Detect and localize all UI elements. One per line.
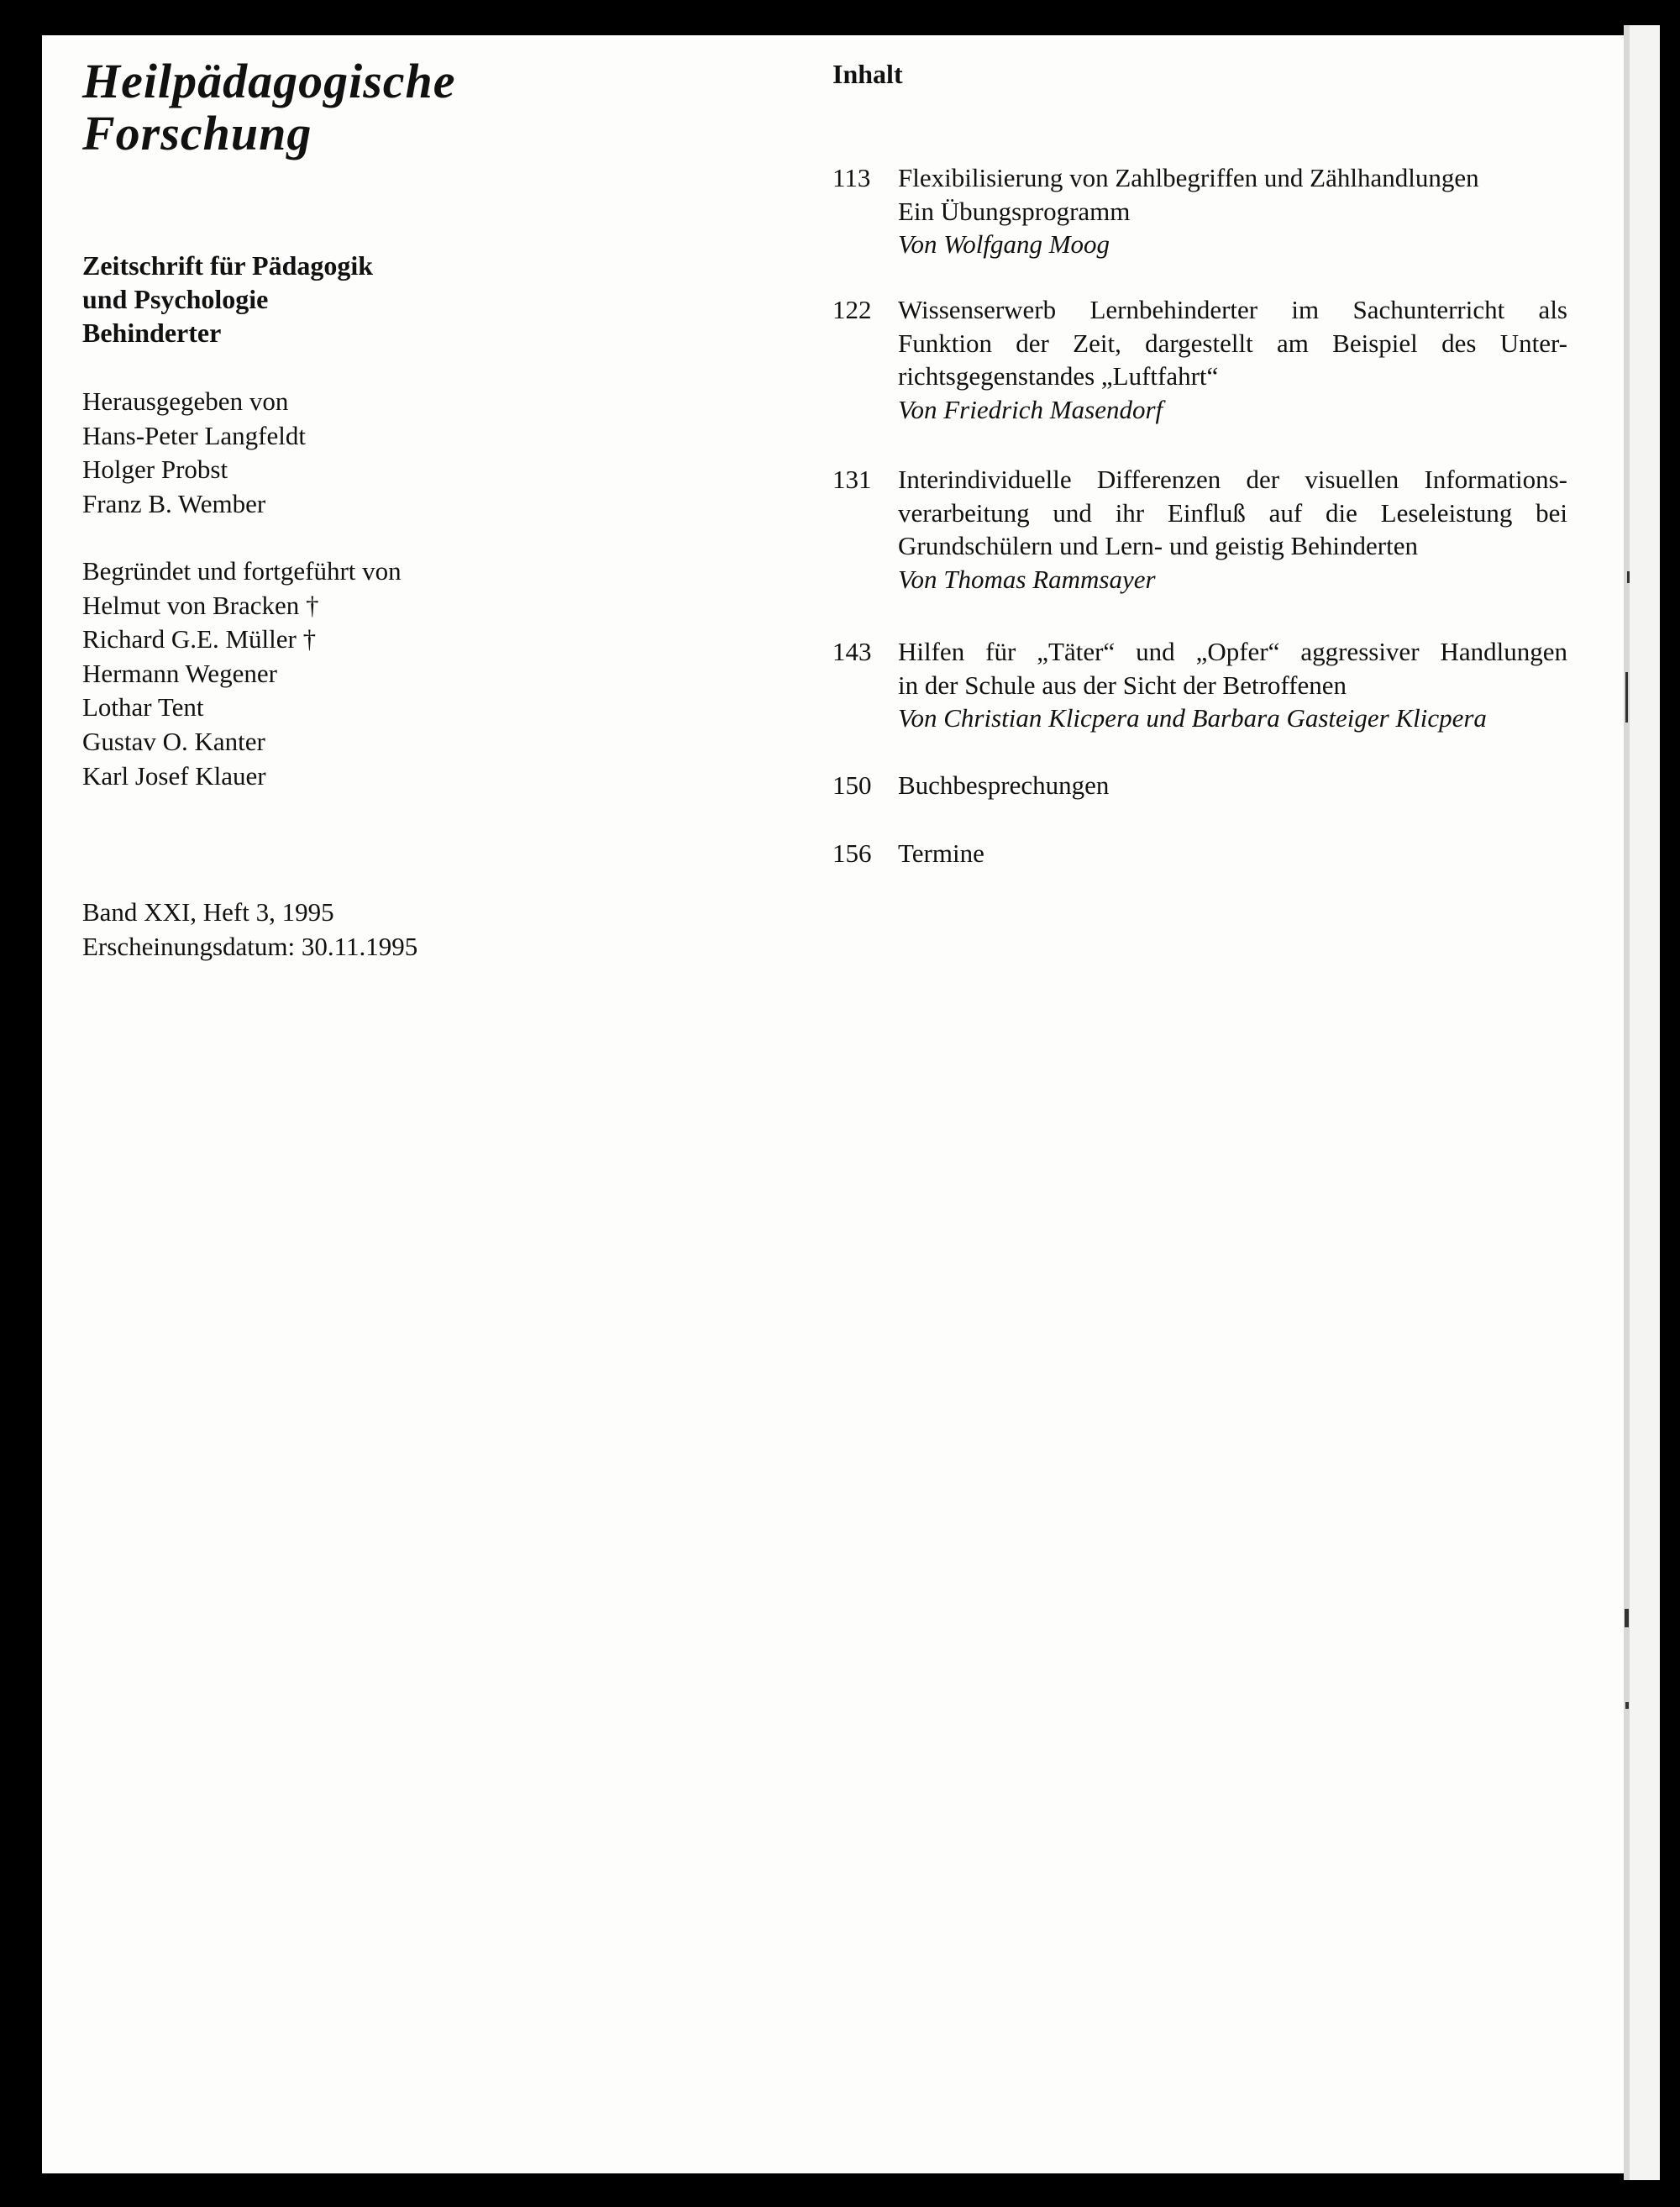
journal-title xyxy=(82,55,456,160)
toc-author: Von Friedrich Masendorf xyxy=(898,394,1163,424)
issue-date: Erscheinungsdatum: 30.11.1995 xyxy=(82,931,418,961)
founder-name: Karl Josef Klauer xyxy=(82,760,266,791)
toc-page-number: 156 xyxy=(832,838,872,868)
issue-info xyxy=(82,896,417,964)
editors-heading: Herausgegeben von xyxy=(82,386,289,416)
editor-name: Hans-Peter Langfeldt xyxy=(82,420,306,450)
page-edge-shadow xyxy=(1624,25,1630,2180)
toc-title-line: Ein Übungsprogramm xyxy=(898,196,1131,226)
scan-mark xyxy=(1625,672,1628,723)
founder-name: Hermann Wegener xyxy=(82,658,277,688)
toc-author: Von Thomas Rammsayer xyxy=(898,564,1156,594)
toc-entry-body xyxy=(898,635,1567,735)
journal-title-line: Heilpädagogische xyxy=(82,54,456,108)
toc-author: Von Christian Klicpera und Barbara Gasteiger Klicpera xyxy=(898,703,1487,733)
founder-name: Richard G.E. Müller † xyxy=(82,624,317,654)
founder-name: Lothar Tent xyxy=(82,692,204,723)
toc-entry-body xyxy=(898,161,1567,261)
toc-title-line: Grundschülern und Lern- und geistig Behinderten xyxy=(898,531,1418,561)
editor-name: Holger Probst xyxy=(82,455,228,485)
subtitle-line: Zeitschrift für Pädagogik xyxy=(82,250,374,281)
toc-entry-body xyxy=(898,837,1567,870)
scan-mark xyxy=(1625,1702,1629,1709)
toc-entry-body xyxy=(898,463,1567,596)
journal-subtitle xyxy=(82,249,373,349)
founders-heading: Begründet und fortgeführt von xyxy=(82,556,402,586)
toc-page-number: 131 xyxy=(832,465,872,494)
founders-block xyxy=(82,554,402,793)
subtitle-line: Behinderter xyxy=(82,318,222,348)
toc-page-number: 113 xyxy=(832,163,871,192)
journal-title-line: Forschung xyxy=(82,106,312,160)
toc-page-number: 122 xyxy=(832,295,872,324)
toc-title-line: Buchbesprechungen xyxy=(898,770,1110,800)
toc-title-line: verarbeitung und ihr Einfluß auf die Leseleistung bei xyxy=(898,497,1567,528)
founder-name: Helmut von Bracken † xyxy=(82,590,319,620)
toc-entry-body xyxy=(898,769,1567,802)
scan-mark xyxy=(1627,571,1630,583)
contents-heading: Inhalt xyxy=(832,59,903,89)
subtitle-line: und Psychologie xyxy=(82,284,269,314)
toc-title-line: in der Schule aus der Sicht der Betroffenen xyxy=(898,670,1347,700)
toc-title-line: Wissenserwerb Lernbehinderter im Sachunterricht als xyxy=(898,295,1567,324)
toc-title-line: Termine xyxy=(898,838,984,868)
toc-title-line: richtsgegenstandes „Luftfahrt“ xyxy=(898,361,1219,391)
issue-volume: Band XXI, Heft 3, 1995 xyxy=(82,897,334,927)
toc-page-number: 150 xyxy=(832,770,872,800)
founder-name: Gustav O. Kanter xyxy=(82,726,265,756)
toc-entry-body xyxy=(898,293,1567,426)
editor-name: Franz B. Wember xyxy=(82,488,266,518)
toc-title-line: Hilfen für „Täter“ und „Opfer“ aggressiver Handlungen xyxy=(898,637,1567,666)
toc-title-line: Interindividuelle Differenzen der visuellen Informations- xyxy=(898,465,1567,494)
toc-title-line: Flexibilisierung von Zahlbegriffen und Zählhandlungen xyxy=(898,163,1479,192)
editors-block xyxy=(82,385,306,521)
toc-page-number: 143 xyxy=(832,637,872,666)
toc-author: Von Wolfgang Moog xyxy=(898,229,1110,260)
next-page-edge xyxy=(1630,25,1660,2180)
toc-title-line: Funktion der Zeit, dargestellt am Beispiel des Unter- xyxy=(898,328,1567,358)
scan-mark xyxy=(1625,1609,1629,1627)
